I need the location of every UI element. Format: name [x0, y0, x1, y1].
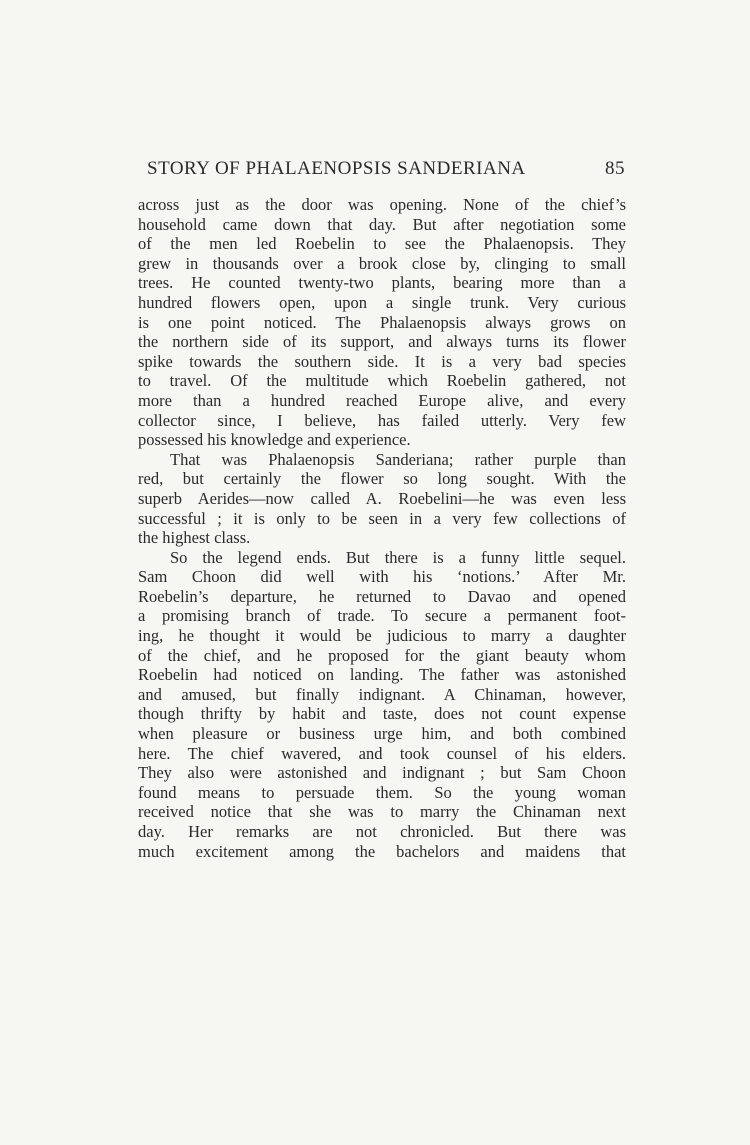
- text-line: of the chief, and he proposed for the giant beauty whom: [138, 645, 626, 665]
- text-line: spike towards the southern side. It is a very bad species: [138, 351, 626, 371]
- text-line: day. Her remarks are not chronicled. But there was: [138, 822, 626, 841]
- text-line: possessed his knowledge and experience.: [138, 430, 411, 450]
- text-line: successful ; it is only to be seen in a very few collections of: [138, 508, 626, 528]
- paragraph: [138, 195, 626, 450]
- text-line: here. The chief wavered, and took counsel of his elders.: [138, 743, 626, 763]
- text-line: grew in thousands over a brook close by, clinging to small: [138, 253, 626, 273]
- running-head: [147, 156, 625, 182]
- text-line: and amused, but finally indignant. A Chinaman, however,: [138, 684, 626, 704]
- page-number: 85: [605, 158, 625, 179]
- body-text: [138, 195, 626, 861]
- text-line: the highest class.: [138, 528, 251, 548]
- text-line: So the legend ends. But there is a funny little sequel.: [170, 547, 626, 567]
- running-head-title: STORY OF PHALAENOPSIS SANDERIANA: [147, 158, 526, 179]
- text-line: Roebelin’s departure, he returned to Davao and opened: [138, 586, 626, 606]
- text-line: a promising branch of trade. To secure a permanent foot-: [138, 606, 626, 626]
- text-line: That was Phalaenopsis Sanderiana; rather purple than: [170, 449, 626, 469]
- text-line: more than a hundred reached Europe alive, and every: [138, 390, 626, 410]
- text-line: of the men led Roebelin to see the Phalaenopsis. They: [138, 234, 626, 254]
- text-line: red, but certainly the flower so long sought. With the: [138, 469, 626, 489]
- text-line: household came down that day. But after negotiation some: [138, 214, 626, 234]
- text-line: to travel. Of the multitude which Roebelin gathered, not: [138, 371, 626, 391]
- text-line: trees. He counted twenty-two plants, bearing more than a: [138, 273, 626, 293]
- text-line: is one point noticed. The Phalaenopsis always grows on: [138, 312, 626, 332]
- text-line: received notice that she was to marry the Chinaman next: [138, 802, 626, 822]
- paragraph: [138, 548, 626, 862]
- text-line: though thrifty by habit and taste, does not count expense: [138, 704, 626, 724]
- text-line: Sam Choon did well with his ‘notions.’ After Mr.: [138, 567, 626, 587]
- text-line: found means to persuade them. So the young woman: [138, 782, 626, 802]
- text-line: much excitement among the bachelors and maidens that: [138, 841, 626, 861]
- paragraph: [138, 450, 626, 548]
- text-line: ing, he thought it would be judicious to marry a daughter: [138, 626, 626, 646]
- text-line: hundred flowers open, upon a single trunk. Very curious: [138, 292, 626, 312]
- text-line: across just as the door was opening. None of the chief’s: [138, 195, 626, 214]
- text-line: the northern side of its support, and always turns its flower: [138, 332, 626, 352]
- text-line: Roebelin had noticed on landing. The father was astonished: [138, 665, 626, 685]
- text-line: when pleasure or business urge him, and both combined: [138, 724, 626, 744]
- text-line: superb Aerides—now called A. Roebelini—he was even less: [138, 488, 626, 508]
- text-line: collector since, I believe, has failed utterly. Very few: [138, 410, 626, 430]
- text-line: They also were astonished and indignant ; but Sam Choon: [138, 763, 626, 783]
